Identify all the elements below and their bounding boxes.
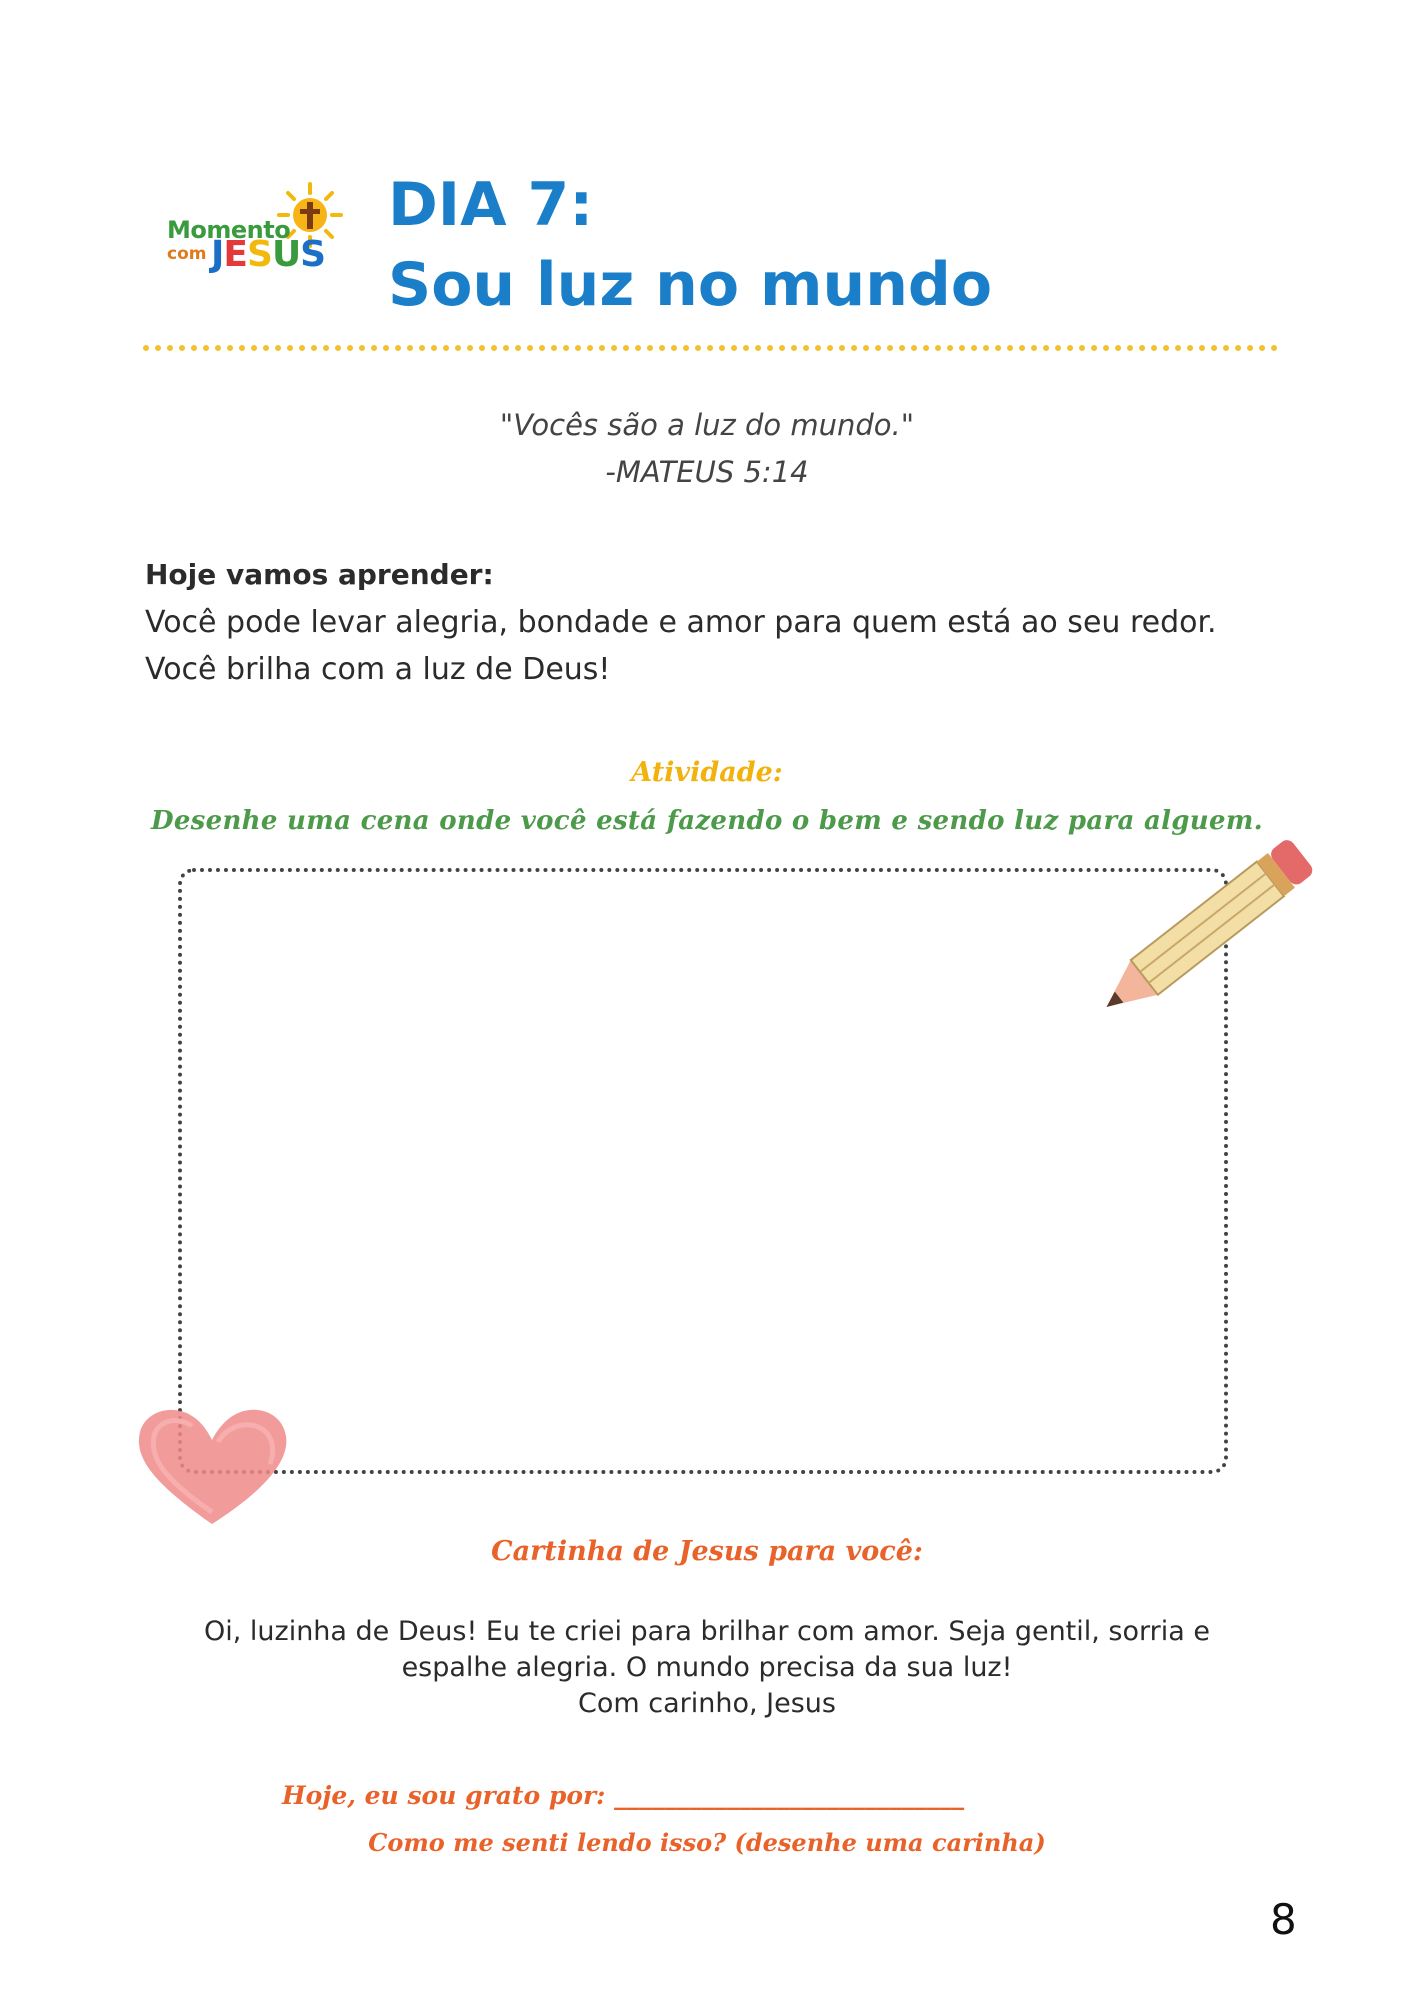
learn-line: Você brilha com a luz de Deus! bbox=[145, 652, 611, 687]
logo-com: com bbox=[167, 244, 207, 264]
heart-icon bbox=[132, 1402, 292, 1532]
letter-signature: Com carinho, Jesus bbox=[578, 1688, 836, 1719]
logo-letter: S bbox=[300, 234, 326, 275]
drawing-area[interactable] bbox=[178, 868, 1228, 1474]
activity-instruction: Desenhe uma cena onde você está fazendo o bem e sendo luz para alguem. bbox=[150, 806, 1263, 836]
letter-heading: Cartinha de Jesus para você: bbox=[491, 1536, 923, 1567]
page-number: 8 bbox=[1270, 1895, 1297, 1944]
dotted-divider bbox=[143, 345, 1278, 351]
verse-reference: -MATEUS 5:14 bbox=[605, 455, 809, 489]
activity-label: Atividade: bbox=[631, 757, 783, 788]
logo-letter: J bbox=[211, 234, 224, 275]
pencil-icon bbox=[1075, 830, 1335, 1030]
logo-letter: E bbox=[223, 234, 247, 275]
logo-letter: U bbox=[271, 234, 301, 275]
learn-line: Você pode levar alegria, bondade e amor para quem está ao seu redor. bbox=[145, 605, 1217, 640]
verse-text: "Vocês são a luz do mundo." bbox=[499, 408, 915, 442]
logo-letter: S bbox=[247, 234, 272, 275]
logo bbox=[165, 182, 345, 292]
page-title-day: DIA 7: bbox=[388, 170, 594, 240]
logo-momento: Momento bbox=[167, 216, 291, 244]
feeling-prompt: Como me senti lendo isso? (desenhe uma carinha) bbox=[368, 1828, 1046, 1857]
letter-line: espalhe alegria. O mundo precisa da sua luz! bbox=[401, 1652, 1013, 1683]
logo-jesus bbox=[211, 234, 325, 275]
learn-heading: Hoje vamos aprender: bbox=[145, 558, 494, 591]
letter-line: Oi, luzinha de Deus! Eu te criei para brilhar com amor. Seja gentil, sorria e bbox=[203, 1616, 1210, 1647]
grateful-prompt[interactable]: Hoje, eu sou grato por: ____________________________ bbox=[282, 1781, 965, 1810]
page-title-theme: Sou luz no mundo bbox=[388, 250, 993, 320]
